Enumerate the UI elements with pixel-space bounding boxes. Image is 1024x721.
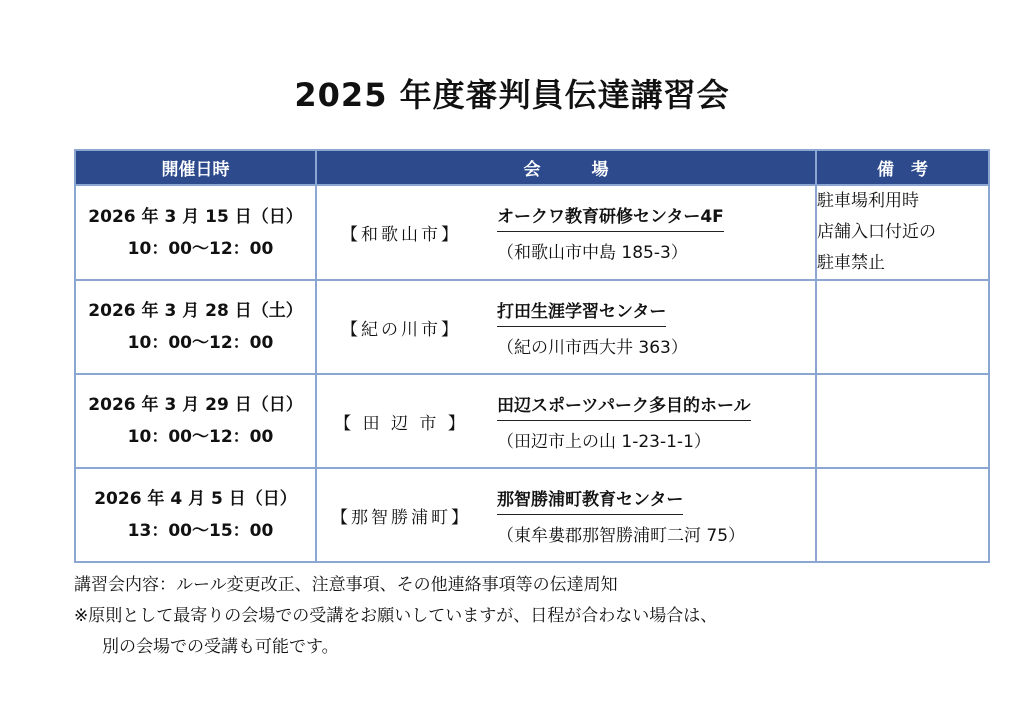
note-line: 駐車場利用時 [817, 191, 919, 211]
table-header-row [75, 150, 989, 185]
document-title: 2025 年度審判員伝達講習会 [294, 76, 730, 114]
venue-address: （和歌山市中島 185-3） [497, 243, 688, 263]
venue-cell [316, 374, 816, 468]
footer-note-line: 別の会場での受講も可能です。 [102, 637, 339, 657]
venue-address: （紀の川市西大井 363） [497, 337, 688, 358]
note-cell [816, 280, 989, 374]
venue-cell [316, 280, 816, 374]
date-cell [75, 185, 316, 280]
header-note: 備 考 [816, 150, 989, 185]
venue-city: 【那智勝浦町】 [331, 507, 471, 528]
venue-name: 那智勝浦町教育センター [497, 485, 683, 515]
session-date: 2026 年 3 月 28 日（土） [88, 301, 303, 321]
venue-address: （東牟婁郡那智勝浦町二河 75） [497, 525, 746, 546]
table-row [75, 468, 989, 562]
session-date: 2026 年 4 月 5 日（日） [94, 489, 297, 509]
venue-cell [316, 185, 816, 280]
note-cell [816, 374, 989, 468]
date-cell [75, 468, 316, 562]
venue-cell [316, 468, 816, 562]
venue-city: 【紀の川市】 [341, 319, 461, 340]
footer-notes [74, 570, 974, 663]
note-line: 店舗入口付近の [817, 222, 936, 242]
table-row [75, 374, 989, 468]
table-row [75, 185, 989, 280]
footer-content-line: 講習会内容：ルール変更改正、注意事項、その他連絡事項等の伝達周知 [74, 575, 618, 595]
session-date: 2026 年 3 月 29 日（日） [88, 395, 303, 415]
schedule-table [74, 149, 990, 563]
date-cell [75, 280, 316, 374]
date-cell [75, 374, 316, 468]
session-time: 10：00～12：00 [127, 427, 274, 447]
session-time: 10：00～12：00 [127, 238, 274, 259]
footer-note-line: ※原則として最寄りの会場での受講をお願いしていますが、日程が合わない場合は、 [74, 606, 718, 626]
venue-city: 【 田 辺 市 】 [334, 413, 468, 434]
session-time: 13：00～15：00 [127, 521, 274, 541]
header-date: 開催日時 [75, 150, 316, 185]
venue-address: （田辺市上の山 1-23-1-1） [497, 431, 711, 452]
session-time: 10：00～12：00 [127, 333, 274, 353]
venue-name: オークワ教育研修センター4F [497, 202, 724, 232]
venue-name: 田辺スポーツパーク多目的ホール [497, 391, 751, 421]
note-cell [816, 468, 989, 562]
session-date: 2026 年 3 月 15 日（日） [88, 206, 303, 227]
venue-name: 打田生涯学習センター [497, 297, 666, 327]
note-line: 駐車禁止 [817, 253, 885, 273]
header-venue: 会 場 [316, 150, 816, 185]
table-row [75, 280, 989, 374]
note-cell [816, 185, 989, 280]
venue-city: 【和歌山市】 [341, 225, 461, 245]
